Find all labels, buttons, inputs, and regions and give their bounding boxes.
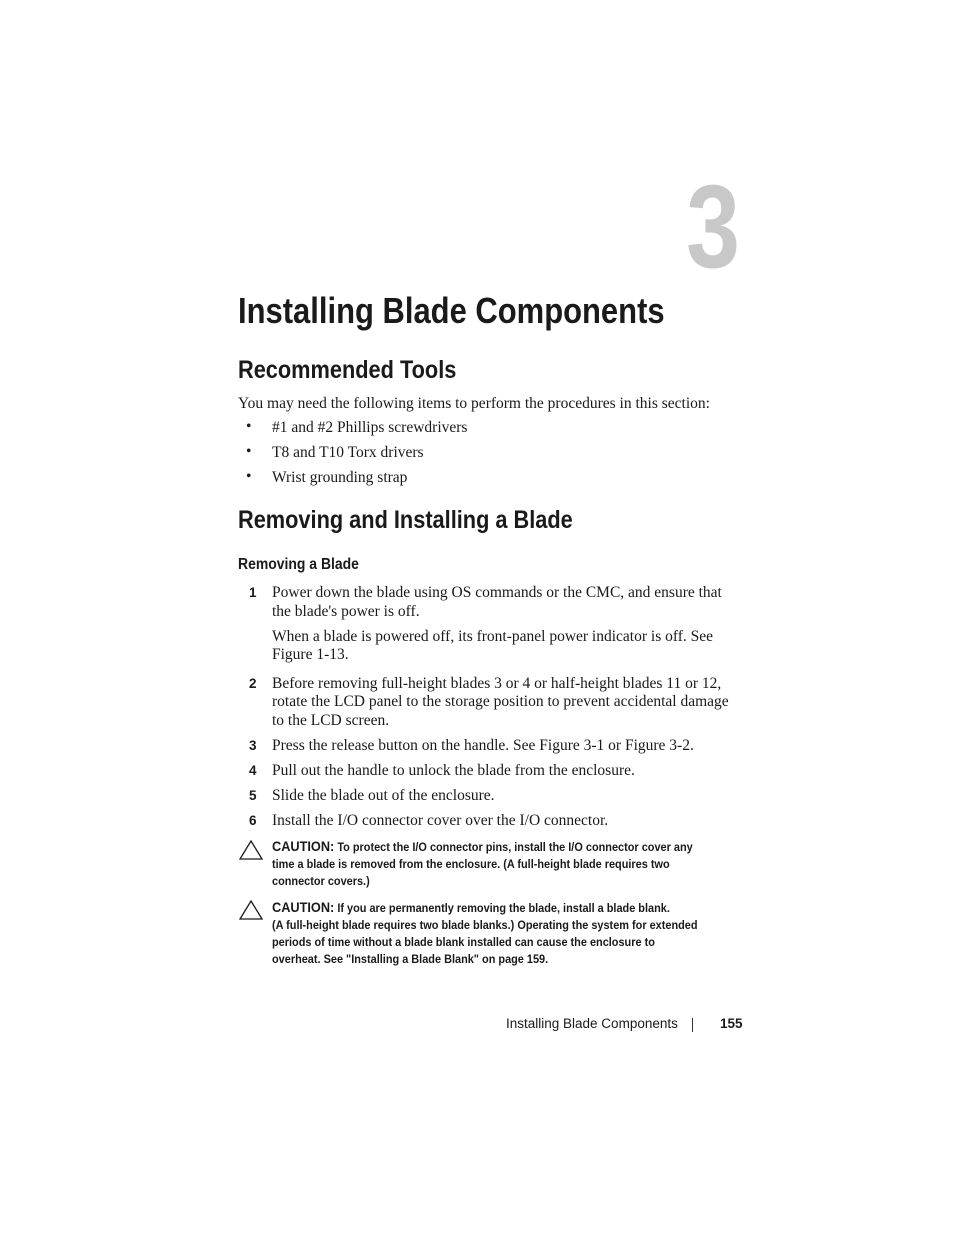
page-number: 155 [720,1016,743,1031]
step-text-line: Before removing full-height blades 3 or 4 or half-height blades 11 or 12, [272,675,722,692]
list-item: T8 and T10 Torx drivers [272,444,424,461]
caution-text: To protect the I/O connector pins, install the I/O connector cover any [337,840,693,854]
step-text-line: Slide the blade out of the enclosure. [272,787,495,804]
chapter-title: Installing Blade Components [238,290,665,331]
list-item: Wrist grounding strap [272,469,408,486]
footer-separator [692,1018,693,1032]
caution-text-line: overheat. See "Installing a Blade Blank" on page 159. [272,952,549,966]
step-text-line: the blade's power is off. [272,603,420,620]
list-item: #1 and #2 Phillips screwdrivers [272,419,468,436]
caution-text-line: (A full-height blade requires two blade blanks.) Operating the system for extended [272,918,698,932]
caution-triangle-icon [239,900,263,920]
step-number: 3 [249,738,257,753]
section-heading-recommended-tools: Recommended Tools [238,356,457,384]
step-number: 1 [249,585,257,600]
section-heading-removing-installing: Removing and Installing a Blade [238,506,573,534]
caution-text-line: periods of time without a blade blank installed can cause the enclosure to [272,935,655,949]
bullet-icon: • [246,468,252,485]
step-number: 4 [249,763,257,778]
caution-triangle-icon [239,840,263,860]
caution-first-line [272,899,698,917]
caution-text-line: time a blade is removed from the enclosure. (A full-height blade requires two [272,857,670,871]
caution-label: CAUTION: [272,899,335,915]
step-number: 5 [249,788,257,803]
step-text-line: Power down the blade using OS commands or the CMC, and ensure that [272,584,722,601]
step-text-line: Install the I/O connector cover over the I/O connector. [272,812,609,829]
recommended-tools-intro: You may need the following items to perform the procedures in this section: [238,395,710,412]
step-number: 2 [249,676,257,691]
subsection-heading-removing-blade: Removing a Blade [238,556,359,573]
step-number: 6 [249,813,257,828]
step-text-line: Press the release button on the handle. See Figure 3-1 or Figure 3-2. [272,737,694,754]
caution-text: If you are permanently removing the blade, install a blade blank. [337,901,670,915]
caution-text-line: connector covers.) [272,874,370,888]
step-note-line: Figure 1-13. [272,646,349,663]
chapter-number: 3 [686,161,740,293]
bullet-icon: • [246,418,252,435]
footer-section-title: Installing Blade Components [506,1016,678,1031]
step-text-line: to the LCD screen. [272,712,390,729]
step-note-line: When a blade is powered off, its front-panel power indicator is off. See [272,628,714,645]
step-text-line: Pull out the handle to unlock the blade from the enclosure. [272,762,635,779]
caution-label: CAUTION: [272,838,335,854]
bullet-icon: • [246,443,252,460]
step-text-line: rotate the LCD panel to the storage position to prevent accidental damage [272,693,729,710]
caution-first-line [272,838,693,856]
